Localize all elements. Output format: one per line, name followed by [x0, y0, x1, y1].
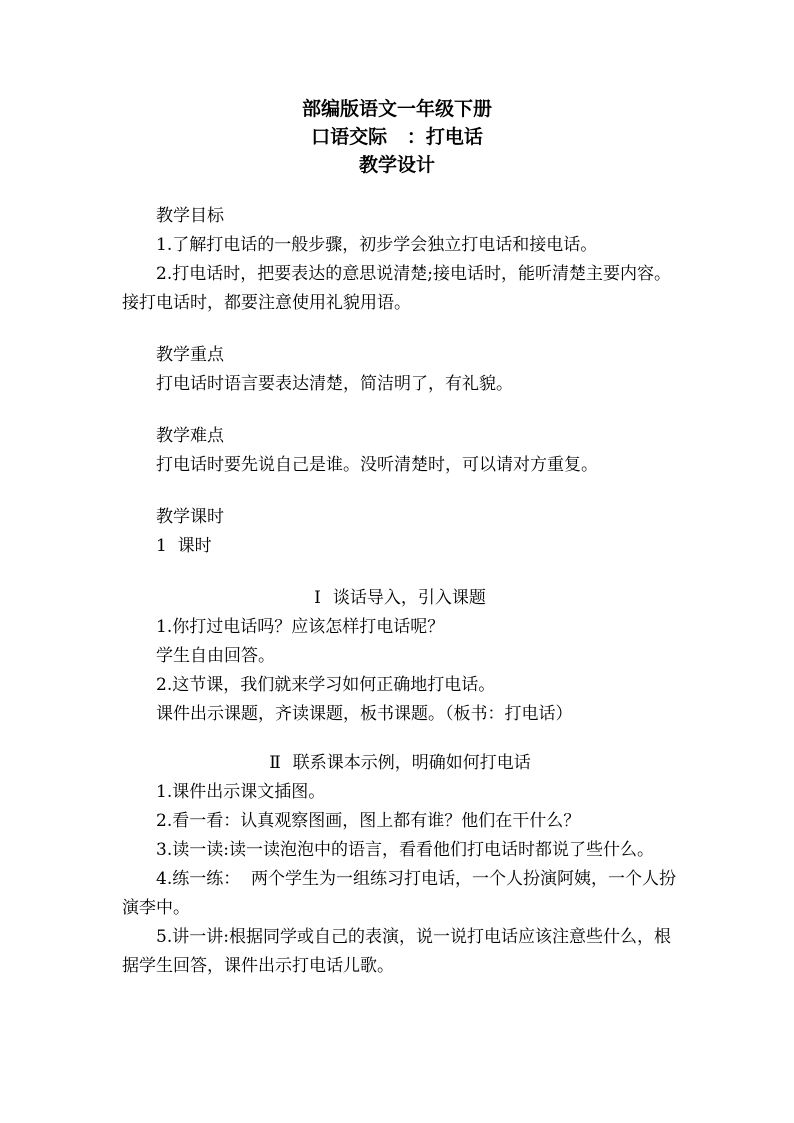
key-point-heading: 教学重点 [156, 345, 224, 365]
spacer [122, 480, 678, 503]
spacer [122, 318, 678, 341]
title-grade: 部编版语文一年级下册 [301, 98, 492, 120]
section-1-heading [122, 584, 678, 613]
spacer [122, 729, 678, 749]
section-2-number: Ⅱ [269, 753, 281, 773]
section-2-line: 5.讲一讲:根据同学或自己的表演，说一说打电话应该注意些什么，根据学生回答，课件出示打电话儿歌。 [122, 927, 671, 976]
section-2-line: 1.课件出示课文插图。 [156, 782, 326, 802]
section-1-number: Ⅰ [314, 588, 321, 608]
difficulty-heading: 教学难点 [156, 426, 224, 446]
section-2-line: 3.读一读:读一读泡泡中的语言，看看他们打电话时都说了些什么。 [156, 840, 654, 860]
title-lesson: 口语交际 ：打电话 [311, 126, 483, 148]
objective-item-1: 1.了解打电话的一般步骤，初步学会独立打电话和接电话。 [156, 235, 598, 255]
section-1-line: 课件出示课题，齐读课题，板书课题。（板书：打电话） [156, 704, 573, 724]
title-design: 教学设计 [358, 154, 435, 176]
section-2-line: 4.练一练： 两个学生为一组练习打电话，一个人扮演阿姨，一个人扮演李中。 [122, 869, 677, 918]
spacer [122, 561, 678, 584]
section-2-line: 2.看一看：认真观察图画，图上都有谁？他们在干什么？ [156, 811, 581, 831]
period-text: 1 课时 [156, 536, 212, 556]
document-title [0, 95, 794, 179]
key-point-text: 打电话时语言要表达清楚，简洁明了，有礼貌。 [156, 374, 513, 394]
section-2-title: 联系课本示例，明确如何打电话 [292, 753, 531, 773]
difficulty-text: 打电话时要先说自己是谁。没听清楚时，可以请对方重复。 [156, 455, 598, 475]
period-heading: 教学课时 [156, 507, 224, 527]
document-body [122, 202, 678, 981]
objective-item-2: 2.打电话时，把要表达的意思说清楚;接电话时，能听清楚主要内容。接打电话时，都要注意使用礼貌用语。 [122, 264, 671, 313]
spacer [122, 399, 678, 422]
objectives-heading: 教学目标 [156, 206, 224, 226]
section-1-line: 2.这节课，我们就来学习如何正确地打电话。 [156, 675, 496, 695]
section-2-heading [122, 749, 678, 778]
section-1-title: 谈话导入，引入课题 [332, 588, 486, 608]
section-1-line: 学生自由回答。 [156, 646, 275, 666]
section-1-line: 1.你打过电话吗？应该怎样打电话呢？ [156, 617, 445, 637]
